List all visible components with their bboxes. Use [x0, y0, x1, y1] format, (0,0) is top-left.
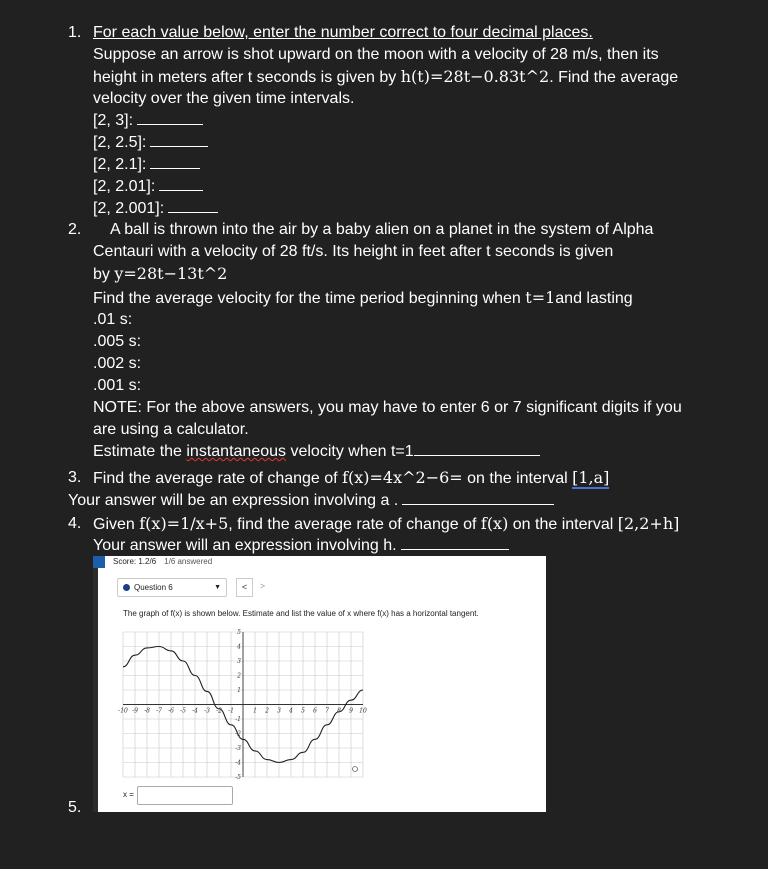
- x-tick-label: -2: [216, 707, 222, 715]
- q2-t-value: t=1: [525, 288, 556, 307]
- q4-line2: [93, 535, 509, 557]
- score-bar: [113, 557, 212, 566]
- q1-interval-row: [93, 154, 200, 176]
- q2-line3-text: by: [93, 266, 115, 283]
- y-tick-label: 1: [237, 687, 241, 694]
- q2-duration: .005 s:: [93, 333, 142, 350]
- q3-line1-mid: on the interval: [462, 470, 573, 487]
- q3-interval: [1,a]: [572, 468, 610, 487]
- y-tick-label: 3: [237, 658, 241, 665]
- y-tick-label: -2: [235, 730, 241, 738]
- q1-answer-blank[interactable]: [150, 154, 200, 169]
- q1-line1: Suppose an arrow is shot upward on the moon with a velocity of 28 m/s, then its: [93, 46, 659, 63]
- status-dot-icon: [123, 584, 130, 591]
- x-tick-label: 5: [301, 707, 305, 715]
- q1-instruction: For each value below, enter the number correct to four decimal places.: [93, 24, 593, 41]
- q4-line1-text: Given: [93, 516, 140, 533]
- x-tick-label: -9: [132, 707, 138, 715]
- q4-line1: [93, 513, 679, 536]
- question-selector[interactable]: [117, 578, 227, 597]
- q1-interval-row: [93, 132, 208, 154]
- q1-interval-label: [2, 2.01]:: [93, 178, 156, 195]
- q2-estimate: [93, 441, 540, 463]
- prev-question-button[interactable]: <: [236, 578, 253, 597]
- q3-line1: [93, 467, 609, 490]
- q1-answer-blank[interactable]: [159, 176, 203, 191]
- q3-line2: [68, 490, 554, 512]
- x-tick-label: 2: [265, 707, 269, 715]
- q1-interval-row: [93, 110, 203, 132]
- q2-height-formula: y=28t−13t^2: [114, 264, 228, 283]
- q1-interval-row: [93, 176, 203, 198]
- magnifier-icon: [353, 767, 358, 772]
- x-tick-label: -7: [156, 707, 162, 715]
- answered-count: 1/6 answered: [164, 557, 213, 566]
- question-label: Question 6: [134, 583, 173, 592]
- x-tick-label: -6: [168, 707, 174, 715]
- x-tick-label: -10: [118, 707, 128, 715]
- q2-estimate-text: Estimate the: [93, 443, 187, 460]
- q2-line4-end: and lasting: [555, 290, 633, 307]
- y-tick-label: 2: [237, 672, 241, 680]
- x-tick-label: 7: [325, 707, 329, 715]
- x-tick-label: 9: [349, 707, 353, 715]
- q1-interval-label: [2, 2.1]:: [93, 156, 147, 173]
- q2-line4-text: Find the average velocity for the time period beginning when: [93, 290, 526, 307]
- q2-answer-blank[interactable]: [414, 441, 540, 456]
- caret-down-icon: ▼: [214, 584, 221, 591]
- q2-line4: [93, 287, 633, 310]
- q4-line1-mid: , find the average rate of change of: [228, 516, 481, 533]
- x-tick-label: 4: [289, 707, 293, 715]
- q2-estimate-word: instantaneous: [186, 443, 287, 460]
- x-tick-label: -8: [144, 707, 150, 715]
- q1-interval-label: [2, 2.5]:: [93, 134, 147, 151]
- q2-duration: .01 s:: [93, 311, 133, 328]
- x-tick-label: 1: [253, 707, 257, 715]
- q2-duration: .002 s:: [93, 355, 142, 372]
- q3-answer-blank[interactable]: [402, 490, 554, 505]
- x-tick-label: -3: [204, 707, 210, 715]
- q2-line1: A ball is thrown into the air by a baby alien on a planet in the system of Alpha: [110, 221, 654, 238]
- q1-interval-label: [2, 3]:: [93, 112, 134, 129]
- q3-function: f(x)=4x^2−6=: [342, 468, 463, 487]
- x-tick-label: 10: [359, 707, 367, 715]
- y-tick-label: -5: [235, 774, 241, 781]
- q2-duration: .001 s:: [93, 377, 142, 394]
- q2-note-line2: are using a calculator.: [93, 421, 249, 438]
- q3-line2-text: Your answer will be an expression involving a .: [68, 492, 399, 509]
- q4-line1-end: on the interval: [508, 516, 618, 533]
- next-question-button[interactable]: >: [255, 578, 270, 595]
- q1-line3: velocity over the given time intervals.: [93, 90, 355, 107]
- x-label: x =: [123, 790, 134, 799]
- q1-line2-text: height in meters after t seconds is given by: [93, 69, 401, 86]
- x-tick-label: -1: [228, 707, 234, 715]
- q2-line3: [93, 263, 227, 286]
- panel-edge: [93, 568, 98, 812]
- x-tick-label: 6: [313, 707, 317, 715]
- q5-number: 5.: [68, 799, 82, 816]
- q4-function: f(x)=1/x+5: [139, 514, 229, 533]
- x-answer-input[interactable]: [137, 786, 233, 805]
- q1-interval-row: [93, 198, 218, 220]
- q1-number: 1.: [68, 24, 82, 41]
- panel-tab: [93, 556, 105, 568]
- y-tick-label: 4: [237, 643, 241, 651]
- q4-number: 4.: [68, 515, 82, 532]
- q1-answer-blank[interactable]: [168, 198, 218, 213]
- q1-line2: [93, 66, 678, 89]
- x-tick-label: 3: [277, 707, 281, 715]
- x-tick-label: 8: [337, 707, 341, 715]
- function-graph: [118, 629, 367, 781]
- y-tick-label: -3: [235, 745, 241, 752]
- q1-answer-blank[interactable]: [137, 110, 203, 125]
- q3-number: 3.: [68, 469, 82, 486]
- x-tick-label: -4: [192, 707, 198, 715]
- q2-note-line1: NOTE: For the above answers, you may have to enter 6 or 7 significant digits if you: [93, 399, 682, 416]
- q1-interval-label: [2, 2.001]:: [93, 200, 165, 217]
- y-tick-label: 5: [237, 629, 241, 636]
- question-prompt: The graph of f(x) is shown below. Estimate and list the value of x where f(x) has a horizontal tangent.: [123, 609, 479, 618]
- score-text: Score: 1.2/6: [113, 557, 157, 566]
- y-tick-label: -1: [235, 716, 241, 723]
- q1-answer-blank[interactable]: [150, 132, 208, 147]
- q4-interval: [2,2+h]: [617, 514, 680, 533]
- q2-number: 2.: [68, 221, 82, 238]
- q3-line1-text: Find the average rate of change of: [93, 470, 343, 487]
- q4-answer-blank[interactable]: [401, 535, 509, 550]
- q4-fx: f(x): [480, 514, 509, 533]
- q2-estimate-end: velocity when t=1: [286, 443, 414, 460]
- q1-height-formula: h(t)=28t−0.83t^2: [400, 67, 550, 86]
- embedded-question-panel: [93, 556, 546, 812]
- x-tick-label: -5: [180, 707, 186, 715]
- q4-line2-text: Your answer will an expression involving h.: [93, 537, 397, 554]
- q1-line2-end: . Find the average: [549, 69, 679, 86]
- q2-line2: Centauri with a velocity of 28 ft/s. Its height in feet after t seconds is given: [93, 243, 614, 260]
- y-tick-label: -4: [235, 759, 241, 767]
